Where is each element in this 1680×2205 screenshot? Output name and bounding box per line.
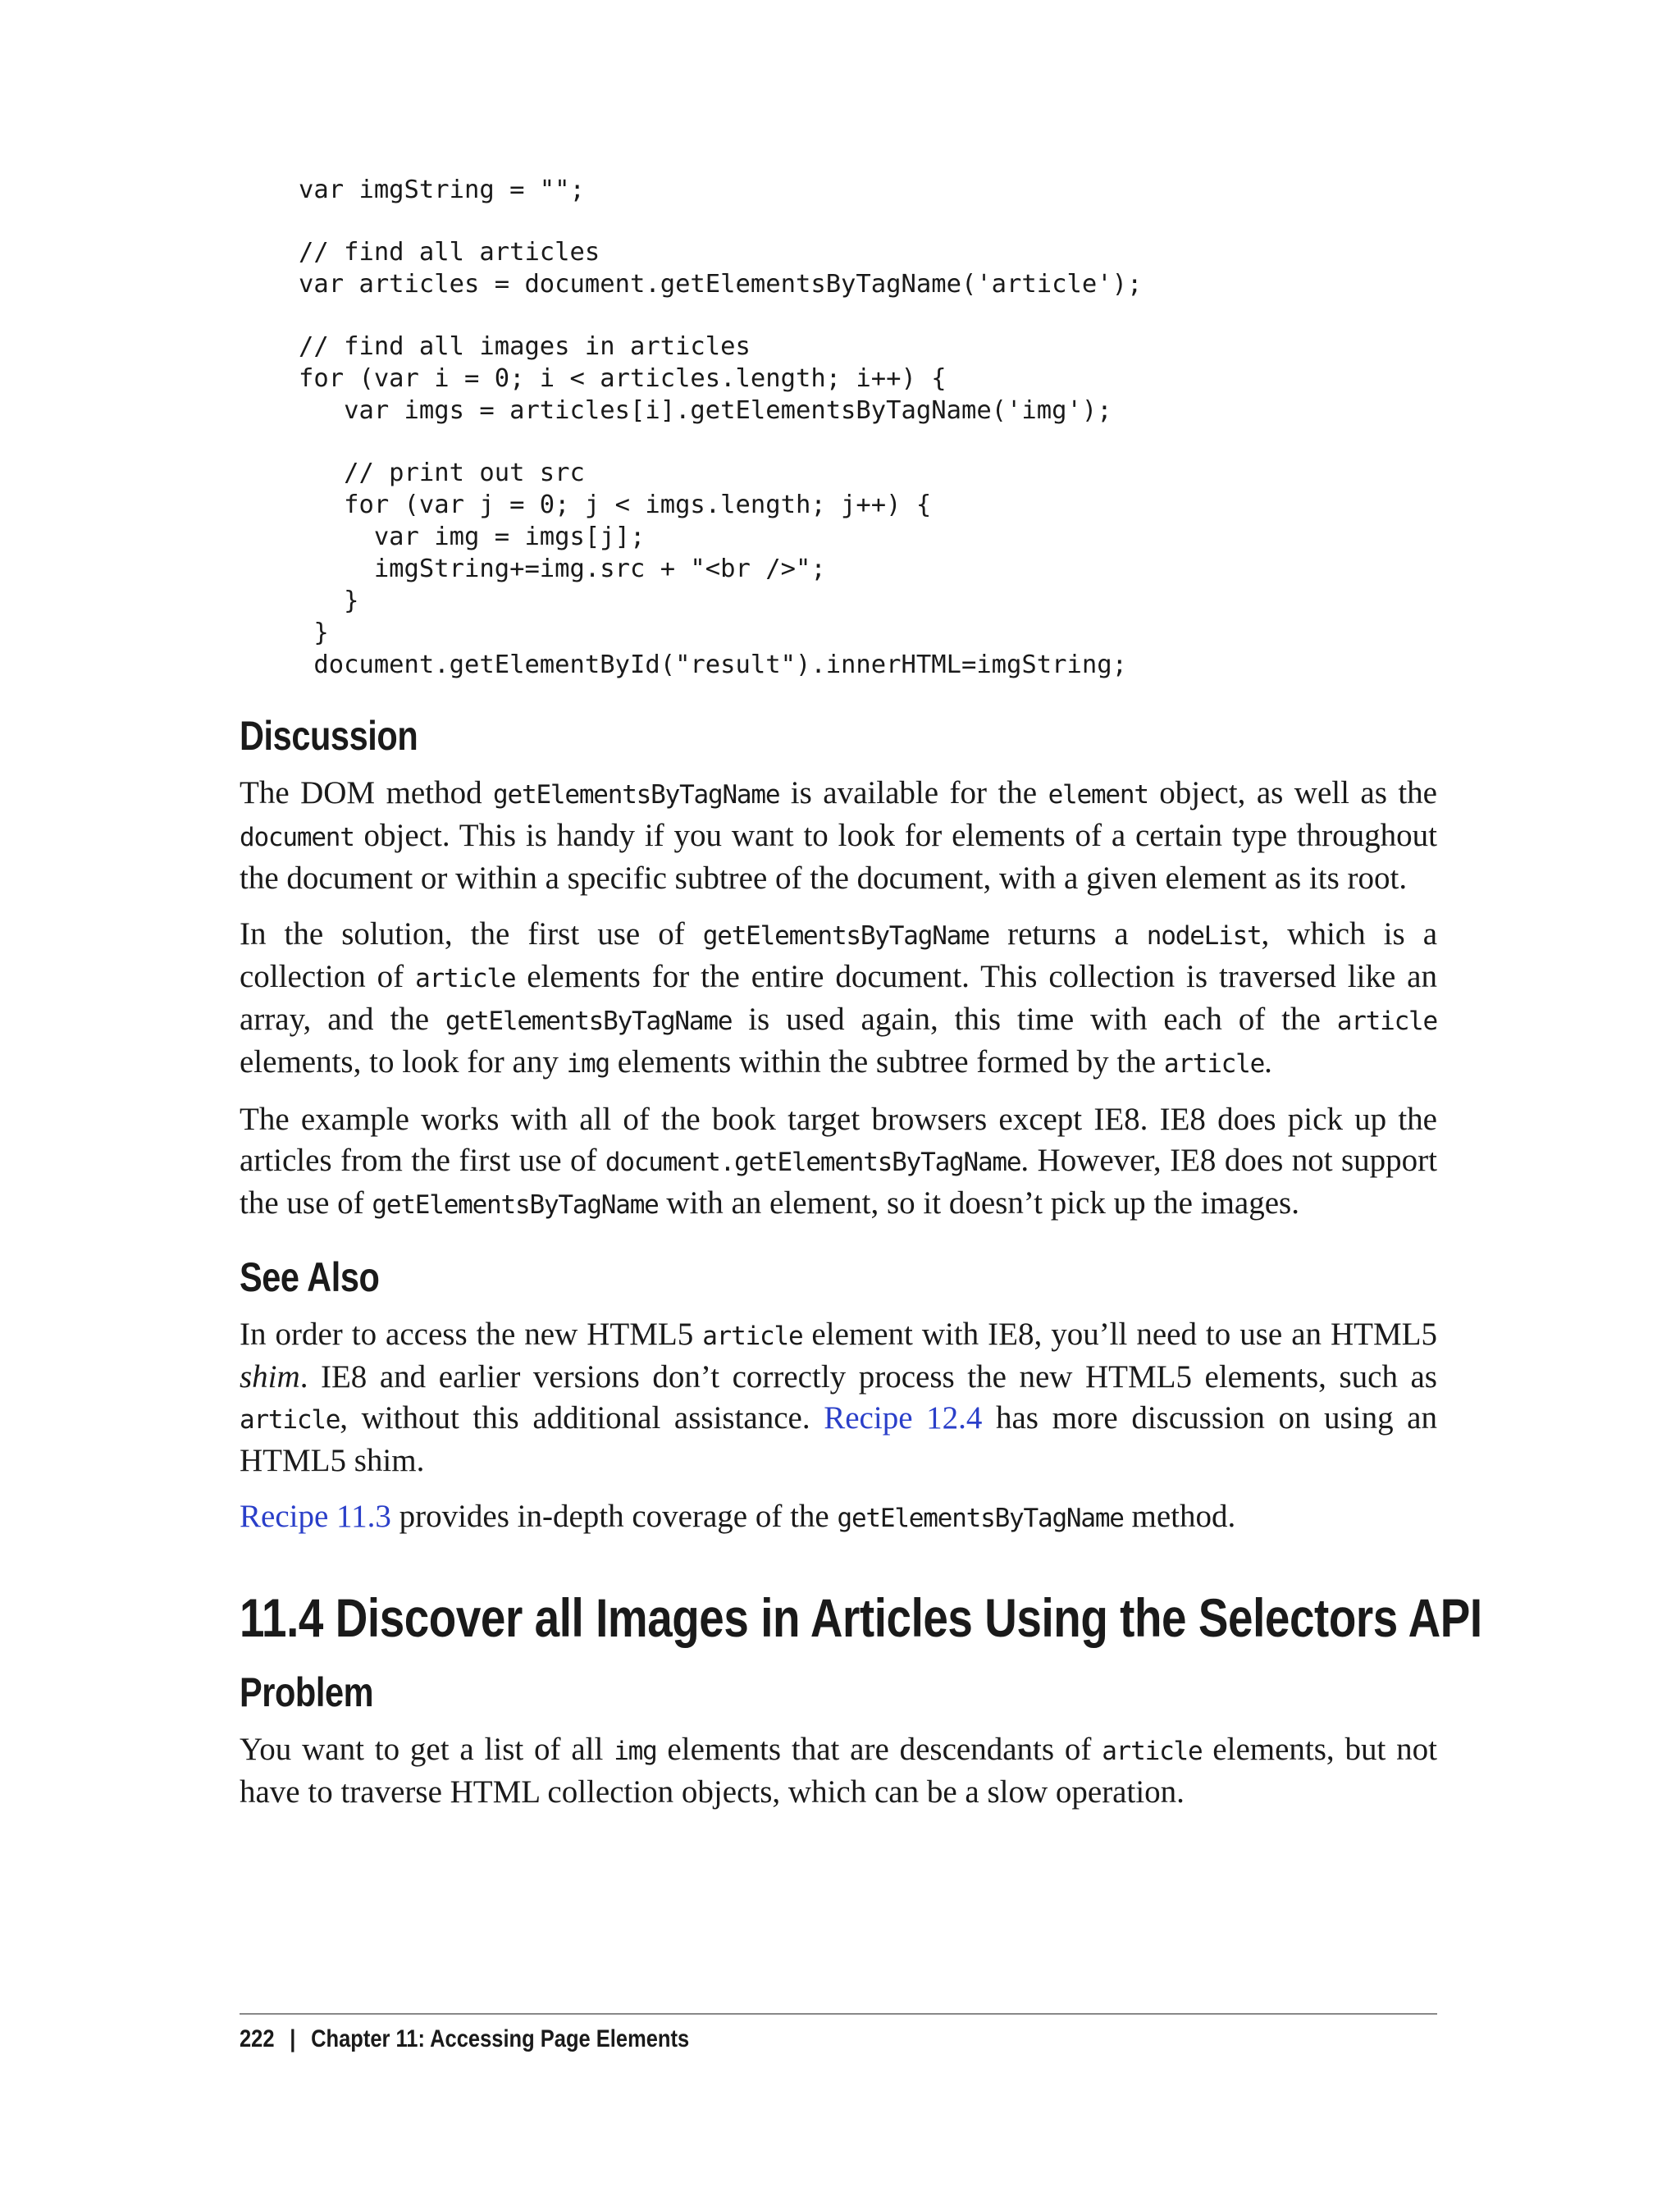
code-line: var img = imgs[j]; bbox=[299, 523, 646, 551]
inline-code: article bbox=[702, 1322, 803, 1351]
code-blank-line bbox=[299, 206, 1142, 236]
inline-code: article bbox=[1102, 1737, 1203, 1766]
problem-heading: Problem bbox=[240, 1669, 374, 1715]
inline-code: article bbox=[240, 1405, 340, 1435]
inline-code: article bbox=[1336, 1007, 1437, 1036]
discussion-paragraph-1: The DOM method getElementsByTagName is available for the element object, as well as the document object. This is handy if you want to look for elements of a certain type throughout the document or within a specific subtree of the document, with a given element as its root. bbox=[240, 775, 1437, 896]
main-content bbox=[240, 712, 1482, 1813]
code-line: // find all images in articles bbox=[299, 332, 751, 361]
inline-code: getElementsByTagName bbox=[702, 921, 990, 951]
emphasis: shim bbox=[240, 1359, 300, 1395]
see-also-heading: See Also bbox=[240, 1254, 380, 1300]
inline-code: nodeList bbox=[1146, 921, 1262, 951]
inline-code: getElementsByTagName bbox=[372, 1190, 659, 1220]
code-line: for (var i = 0; i < articles.length; i++) { bbox=[299, 364, 947, 393]
recipe-11-3-link[interactable]: Recipe 11.3 bbox=[240, 1499, 391, 1534]
code-listing bbox=[299, 174, 1142, 681]
code-line: } bbox=[299, 587, 359, 615]
code-blank-line bbox=[299, 300, 1142, 331]
inline-code: img bbox=[566, 1049, 609, 1079]
code-line: var imgString = ""; bbox=[299, 176, 585, 204]
footer-separator: | bbox=[290, 2025, 296, 2052]
page-number: 222 bbox=[240, 2025, 275, 2052]
inline-code: getElementsByTagName bbox=[445, 1007, 733, 1036]
code-line: imgString+=img.src + "<br />"; bbox=[299, 555, 826, 583]
code-line: // find all articles bbox=[299, 238, 600, 267]
see-also-paragraph-1: In order to access the new HTML5 article element with IE8, you’ll need to use an HTML5 shim. IE8 and earlier versions don’t correctly process the new HTML5 elements, such as article, without this additional assistance. Recipe 12.4 has more discussion on using an HTML5 shim. bbox=[240, 1317, 1438, 1478]
code-line: var articles = document.getElementsByTagName('article'); bbox=[299, 270, 1143, 299]
inline-code: img bbox=[614, 1737, 657, 1766]
page-footer bbox=[240, 2023, 689, 2056]
code-line: document.getElementById("result").innerHTML=imgString; bbox=[299, 651, 1127, 679]
problem-paragraph: You want to get a list of all img elements that are descendants of article elements, but not have to traverse HTML collection objects, which can be a slow operation. bbox=[240, 1732, 1438, 1810]
code-blank-line bbox=[299, 427, 1142, 457]
code-line: } bbox=[299, 619, 329, 647]
inline-code: article bbox=[1163, 1049, 1265, 1079]
code-line: for (var j = 0; j < imgs.length; j++) { bbox=[299, 491, 932, 519]
inline-code: document.getElementsByTagName bbox=[605, 1148, 1021, 1177]
footer-rule bbox=[240, 2013, 1437, 2015]
inline-code: getElementsByTagName bbox=[837, 1504, 1124, 1533]
inline-code: element bbox=[1048, 780, 1148, 810]
discussion-paragraph-3: The example works with all of the book target browsers except IE8. IE8 does pick up the articles from the first use of document.getElementsByTagName. However, IE8 does not support the use of getElementsByTagName with an element, so it doesn’t pick up the images. bbox=[240, 1102, 1437, 1221]
inline-code: getElementsByTagName bbox=[493, 780, 780, 810]
discussion-heading: Discussion bbox=[240, 713, 418, 759]
recipe-12-4-link[interactable]: Recipe 12.4 bbox=[824, 1400, 983, 1436]
chapter-title: Chapter 11: Accessing Page Elements bbox=[311, 2025, 690, 2052]
recipe-title: 11.4 Discover all Images in Articles Using the Selectors API bbox=[240, 1587, 1482, 1648]
see-also-paragraph-2: Recipe 11.3 provides in-depth coverage of the getElementsByTagName method. bbox=[240, 1499, 1236, 1534]
inline-code: document bbox=[240, 823, 354, 852]
code-line: // print out src bbox=[299, 459, 585, 487]
inline-code: article bbox=[415, 964, 516, 993]
discussion-paragraph-2: In the solution, the first use of getElementsByTagName returns a nodeList, which is a collection of article elements for the entire document. This collection is traversed like an array, and the getElementsByTagName is used again, this time with each of the article elements, to look for any img elements within the subtree formed by the article. bbox=[240, 916, 1438, 1080]
code-line: var imgs = articles[i].getElementsByTagName('img'); bbox=[299, 396, 1112, 425]
